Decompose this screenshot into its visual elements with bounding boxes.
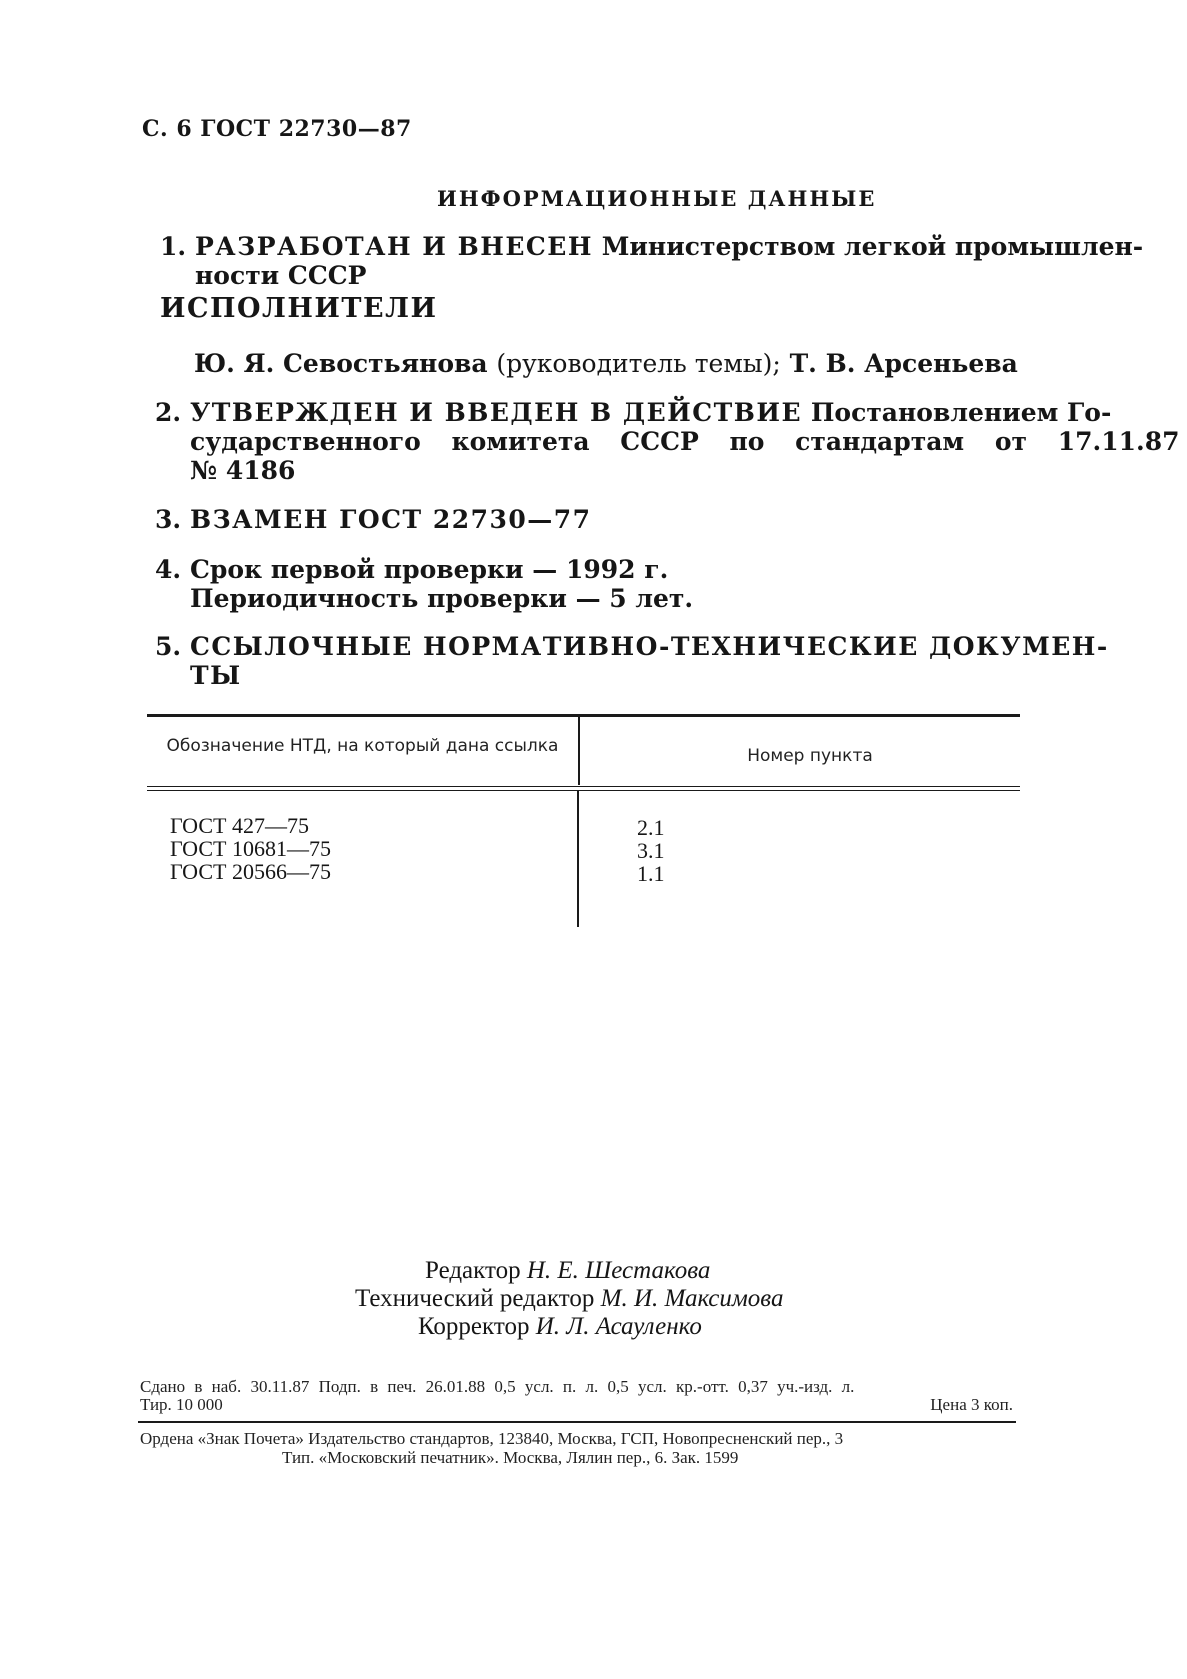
item-5-line2: ТЫ [190,661,242,690]
item-2-text-line1: Постановлением Го- [810,398,1112,427]
item-2-caps: УТВЕРЖДЕН И ВВЕДЕН В ДЕЙСТВИЕ [190,398,803,427]
item-2 [155,398,1180,485]
item-1-caps: РАЗРАБОТАН И ВНЕСЕН [195,232,593,261]
item-3 [155,505,592,534]
table-header-rule-1 [147,786,1020,787]
table-row-3-doc: ГОСТ 20566—75 [170,859,331,884]
credit-corrector [418,1311,702,1343]
table-row-1-clause: 2.1 [637,815,665,840]
table-body-divider [577,791,579,927]
executors-heading: ИСПОЛНИТЕЛИ [160,293,438,324]
imprint-line-3: Ордена «Знак Почета» Издательство стандартов, 123840, Москва, ГСП, Новопресненский пер., 3 [140,1429,844,1448]
item-1-number: 1. [160,232,187,261]
table-header-clause: Номер пункта [747,746,873,766]
item-3-number: 3. [155,505,182,534]
executor-1-name: Ю. Я. Севостьянова [194,349,488,378]
table-row-1-doc: ГОСТ 427—75 [170,813,309,838]
item-5-number: 5. [155,632,182,661]
credit-tech-editor-name: М. И. Максимова [600,1285,784,1312]
table-row-3-clause: 1.1 [637,861,665,886]
table-header-designation: Обозначение НТД, на который дана ссылка [166,736,559,756]
item-3-caps: ВЗАМЕН ГОСТ 22730—77 [190,505,592,534]
imprint-price: Цена 3 коп. [930,1395,1013,1414]
imprint-line-1: Сдано в наб. 30.11.87 Подп. в печ. 26.01.88 0,5 усл. п. л. 0,5 усл. кр.-отт. 0,37 уч.-изд. л. [140,1377,855,1396]
table-header-divider [578,717,580,785]
credit-corrector-label: Корректор [418,1313,530,1340]
imprint-line-4: Тип. «Московский печатник». Москва, Лялин пер., 6. Зак. 1599 [282,1448,739,1467]
credit-editor-name: Н. Е. Шестакова [526,1257,711,1284]
item-4-line1: Срок первой проверки — 1992 г. [190,555,669,584]
executor-1-role: (руководитель темы); [496,349,781,378]
credit-tech-editor-label: Технический редактор [355,1285,595,1312]
executor-2-name: Т. В. Арсеньева [789,349,1018,378]
imprint-circulation: Тир. 10 000 [140,1395,223,1414]
item-5 [155,632,1109,690]
running-header: С. 6 ГОСТ 22730—87 [142,116,412,142]
item-1 [160,232,1143,290]
item-4-line2: Периодичность проверки — 5 лет. [190,584,694,613]
imprint-rule [138,1421,1016,1423]
table-top-rule [147,714,1020,717]
credit-editor-label: Редактор [425,1257,521,1284]
item-2-text-line2: сударственного комитета СССР по стандартам от 17.11.87 [190,427,1180,456]
item-2-text-line3: № 4186 [190,456,296,485]
item-1-text-line2: ности СССР [195,261,367,290]
section-title: ИНФОРМАЦИОННЫЕ ДАННЫЕ [437,186,877,211]
table-header-rule-2 [147,790,1020,791]
credit-corrector-name: И. Л. Асауленко [535,1313,702,1340]
item-2-number: 2. [155,398,182,427]
item-4-number: 4. [155,555,182,584]
table-row-2-clause: 3.1 [637,838,665,863]
item-4 [155,555,693,613]
item-5-line1: ССЫЛОЧНЫЕ НОРМАТИВНО-ТЕХНИЧЕСКИЕ ДОКУМЕН- [190,632,1109,661]
table-row-2-doc: ГОСТ 10681—75 [170,836,331,861]
executors-line [194,349,1018,378]
item-1-text-line1: Министерством легкой промышлен- [601,232,1144,261]
